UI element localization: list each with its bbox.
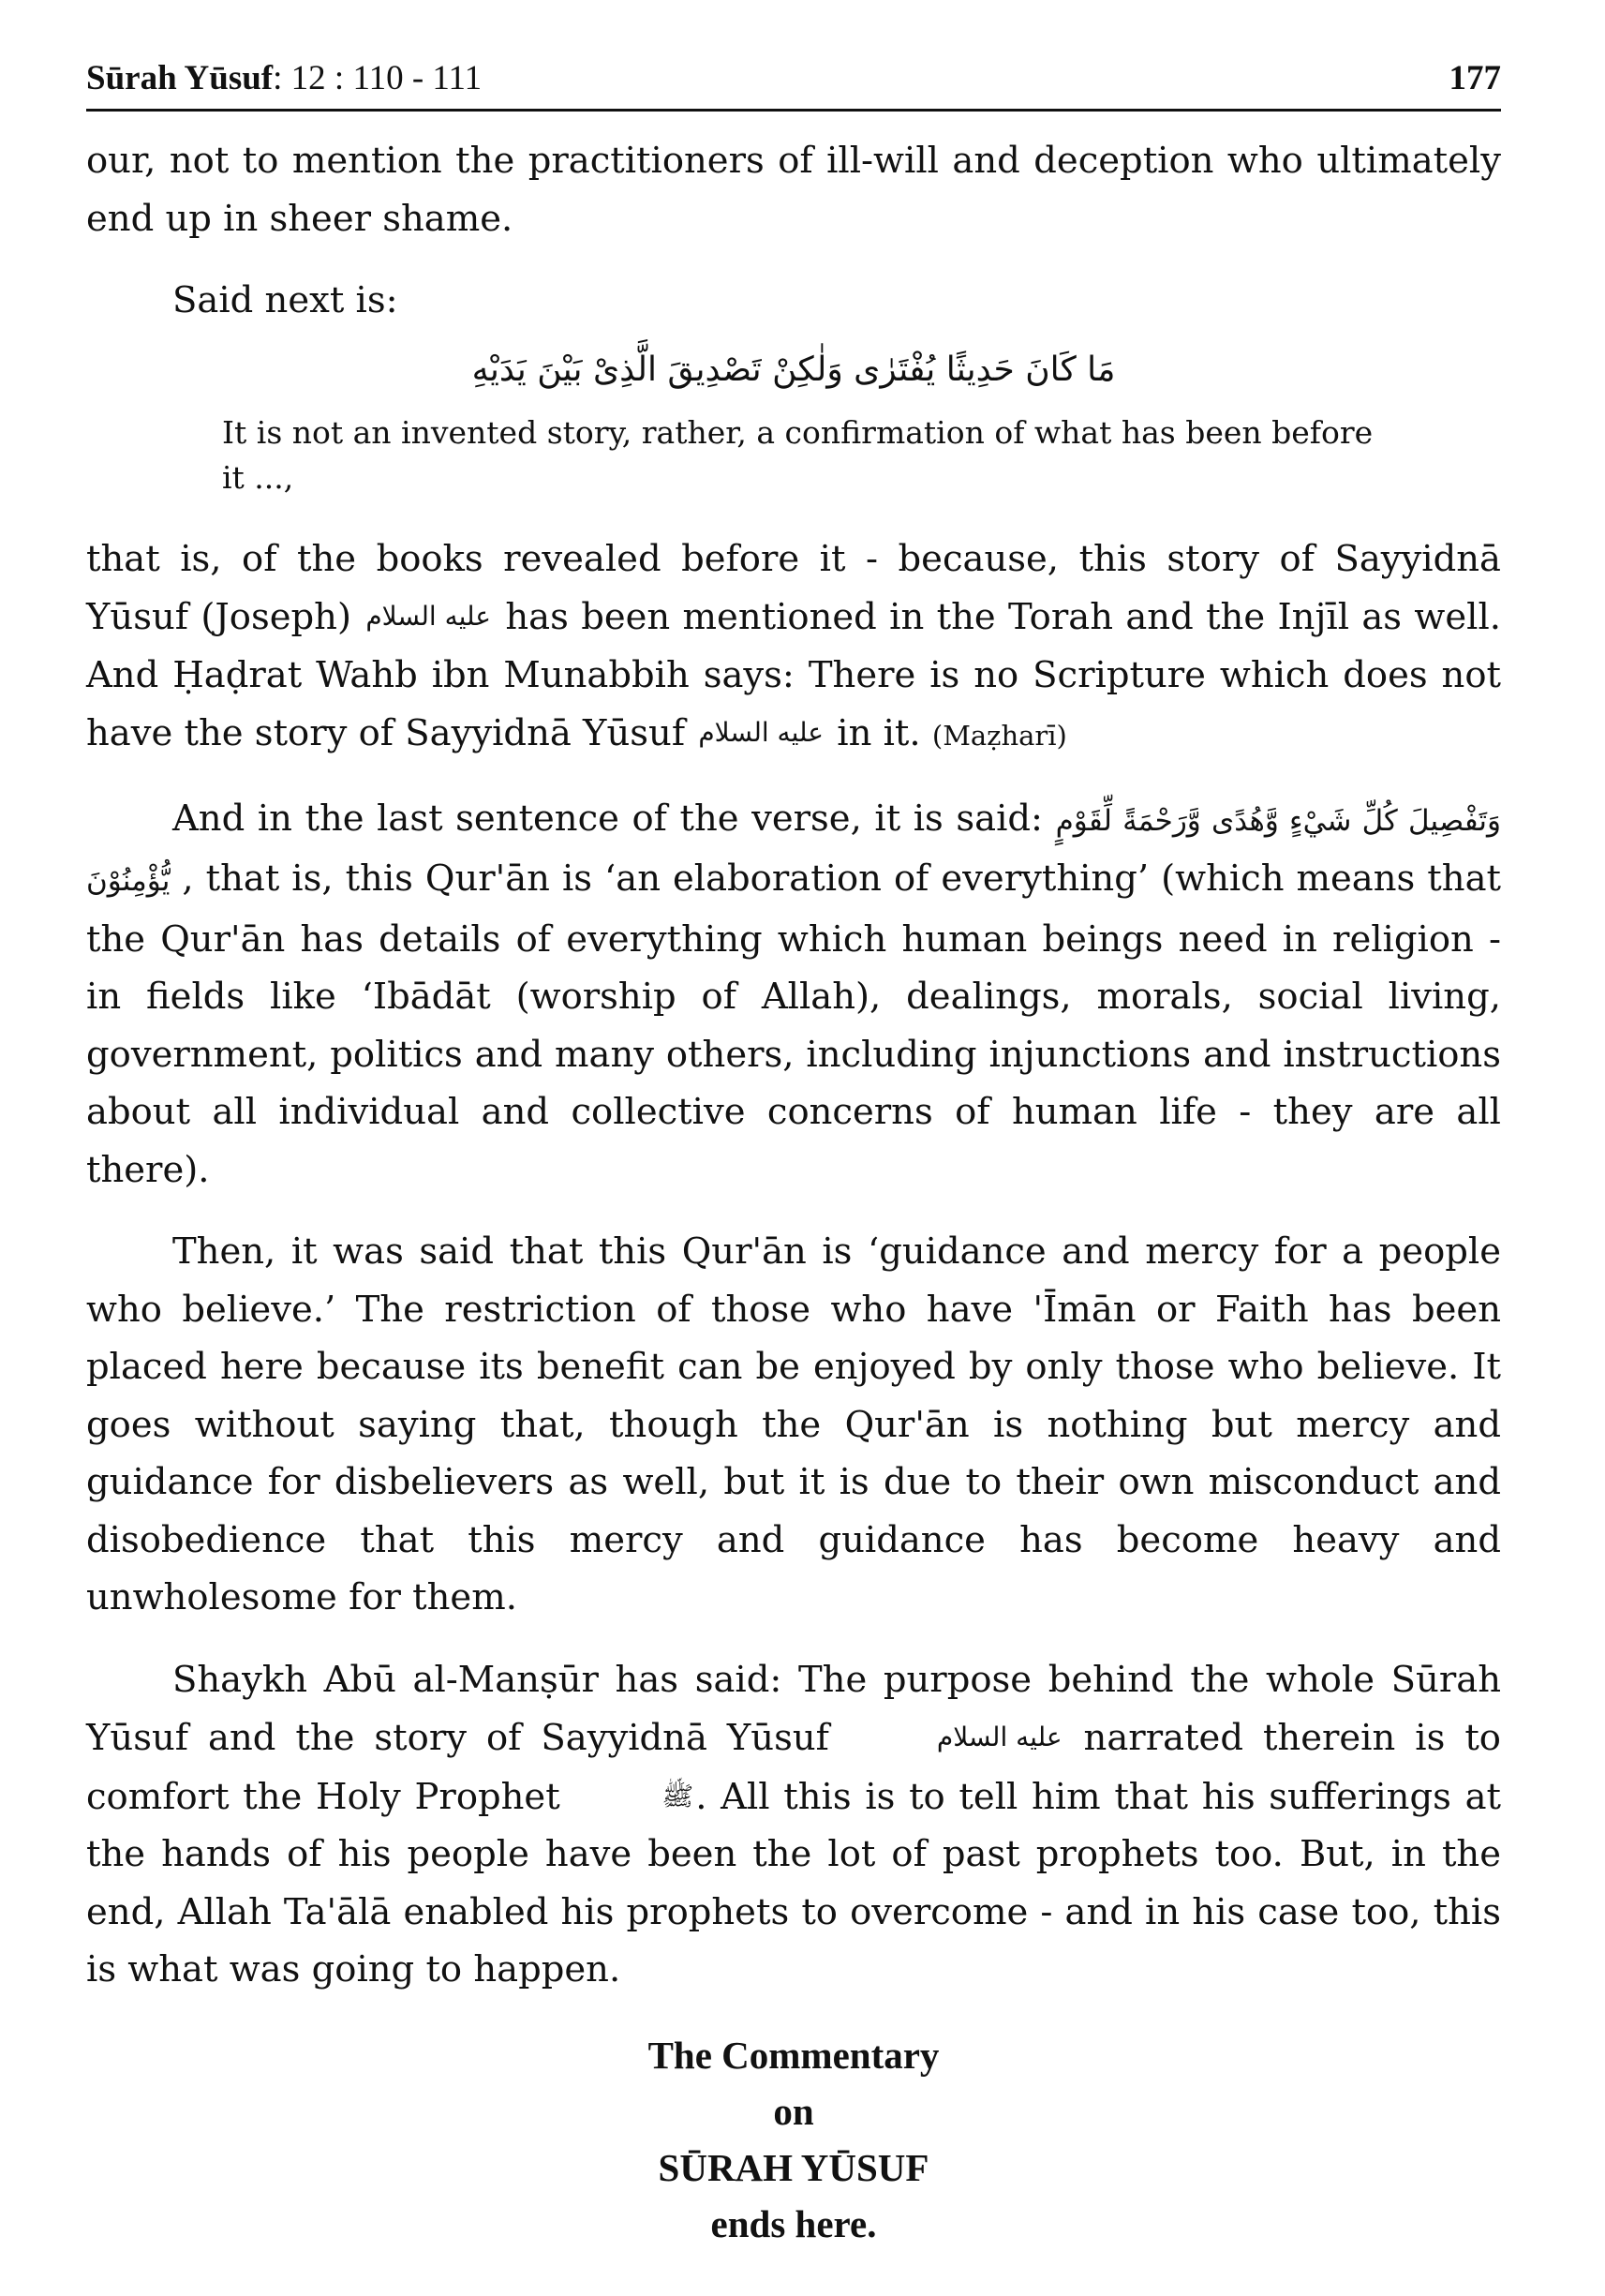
header-verse-reference: : 12 : 110 - 111 (273, 59, 483, 97)
prophet-honorific-icon: ﷺ (661, 1780, 694, 1811)
book-page (86, 56, 1501, 2252)
end-line-1: The Commentary (647, 2033, 940, 2077)
alayhis-salam-honorific-icon: عليه السلام (365, 601, 492, 632)
p6-text-1: Shaykh Abū al-Manṣūr has said: The purpose behind the whole Sūrah Yūsuf and the story of Sayyidnā Yūsuf (86, 1658, 1501, 1759)
paragraph-elaboration (86, 790, 1501, 1200)
end-line-3: SŪRAH YŪSUF (658, 2145, 929, 2189)
running-header (86, 56, 1501, 112)
alayhis-salam-honorific-icon: عليه السلام (698, 717, 824, 748)
paragraph-continuation: our, not to mention the practitioners of ill-will and deception who ultimately end up in sheer shame. (86, 140, 1501, 240)
p6-text-2: narrated therein is to comfort the Holy Prophet (86, 1717, 1501, 1818)
p6-text-3: . All this is to tell him that his sufferings at the hands of his people have been the lot of past prophets too. But, in the end, Allah Ta'ālā enabled his prophets to overcome - and in his case too, this is what was going to happen. (86, 1775, 1501, 1990)
paragraph-guidance-mercy: Then, it was said that this Qur'ān is ‘guidance and mercy for a people who believe.’ The restriction of those who have 'Īmān or Faith has been placed here because its benefit can be enjoyed by only those who believe. It goes without saying that, though the Qur'ān is nothing but mercy and guidance for disbelievers as well, but it is due to their own misconduct and disobedience that this mercy and guidance has become heavy and unwholesome for them. (86, 1230, 1501, 1618)
arabic-inline-quote: وَتَفْصِيلَ كُلِّ شَيْءٍ وَّهُدًى وَّرَحْمَةً لِّقَوْمٍ يُّؤْمِنُوْنَ (86, 803, 1501, 898)
source-citation: (Maẓharī) (931, 720, 1067, 752)
commentary-end-notice (86, 2027, 1501, 2252)
page-number: 177 (1449, 59, 1501, 97)
end-line-2: on (773, 2089, 814, 2133)
p4-text-1: And in the last sentence of the verse, it is said: (172, 797, 1044, 840)
paragraph-books-revealed (86, 530, 1501, 766)
end-line-4: ends here. (710, 2201, 877, 2245)
paragraph-said-next: Said next is: (172, 279, 398, 321)
p3-text-3: in it. (837, 712, 921, 754)
header-surah-title: Sūrah Yūsuf (86, 59, 274, 97)
arabic-verse-quote: مَا كَانَ حَدِيثًا يُفْتَرٰى وَلٰكِنْ تَصْدِيقَ الَّذِىْ بَيْنَ يَدَيْهِ (471, 350, 1116, 389)
verse-translation: It is not an invented story, rather, a confirmation of what has been before it ..., (222, 413, 1374, 496)
header-title-group (86, 56, 482, 101)
alayhis-salam-honorific-icon: عليه السلام (936, 1722, 1063, 1752)
p3-text-2: has been mentioned in the Torah and the Injīl as well. And Ḥaḍrat Wahb ibn Munabbih says: There is no Scripture which does not have the story of Sayyidnā Yūsuf (86, 596, 1502, 754)
p4-text-2: , that is, this Qur'ān is ‘an elaboration of everything’ (which means that the Qur'ān has details of everything which human beings need in religion - in fields like ‘Ibādāt (worship of Allah), dealings, morals, social living, government, politics and many others, including injunctions and instructions about all individual and collective concerns of human life - they are all there). (86, 857, 1501, 1191)
paragraph-shaykh-abu-mansur (86, 1651, 1501, 1999)
p3-text-1: that is, of the books revealed before it - because, this story of Sayyidnā Yūsuf (Joseph) (86, 537, 1501, 638)
